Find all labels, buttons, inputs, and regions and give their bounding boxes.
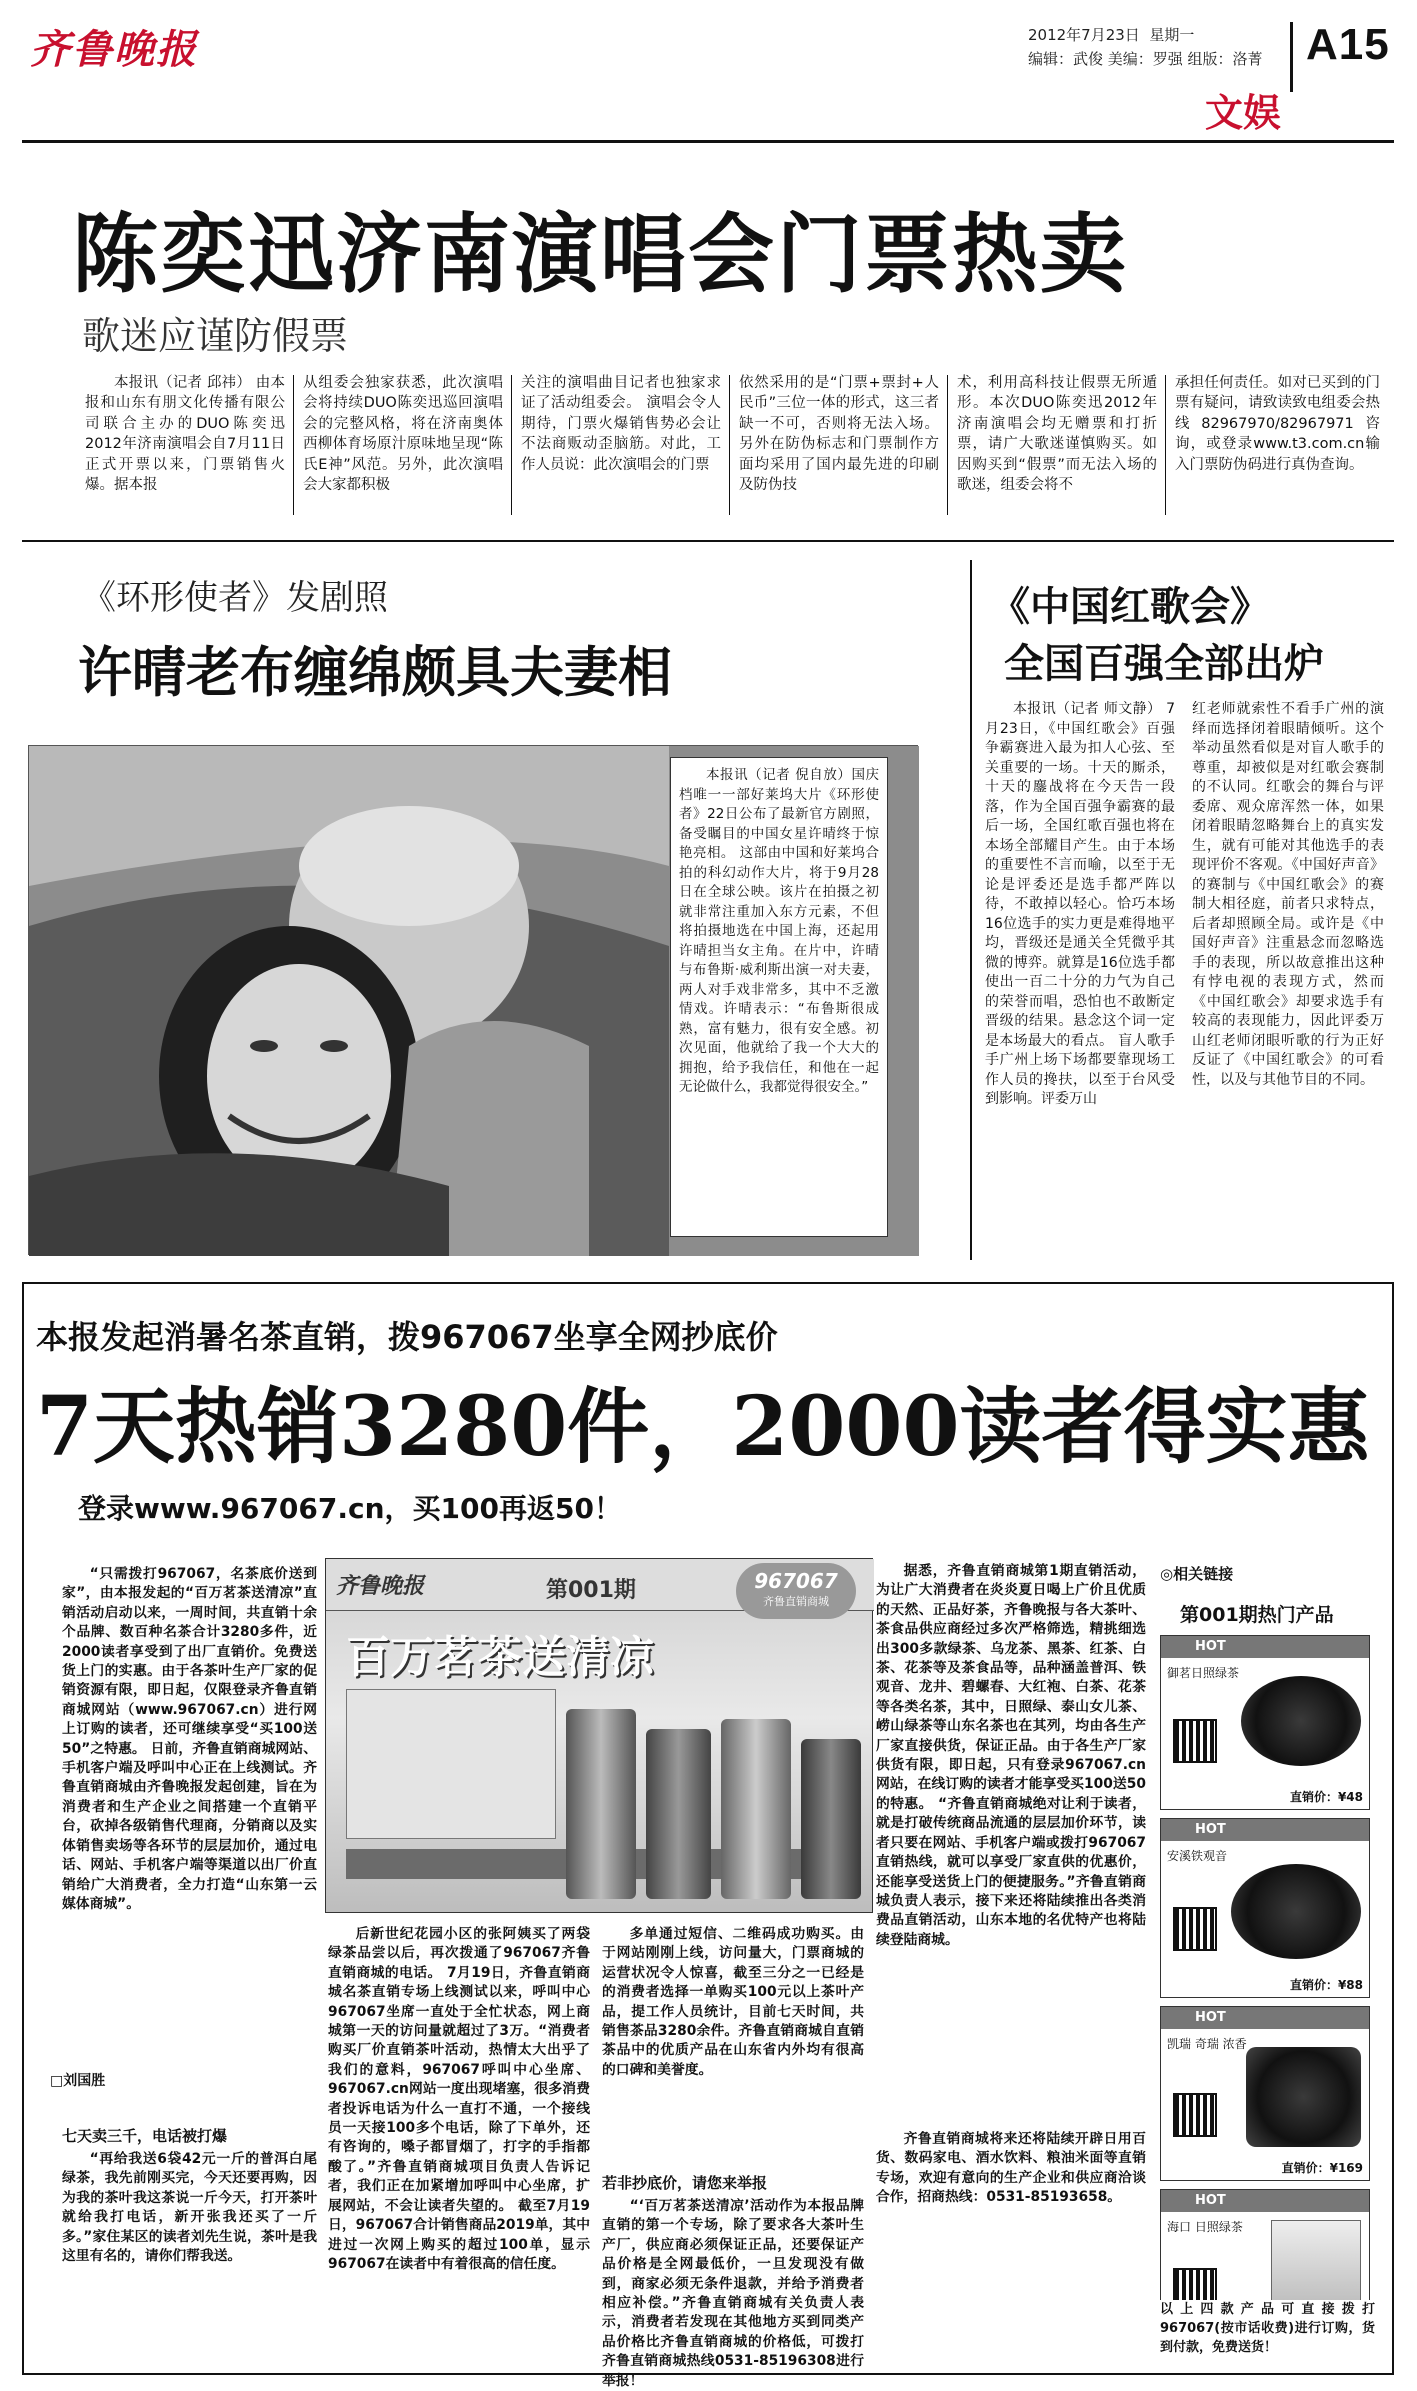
ad-col-1b: “再给我送6袋42元一斤的普洱白尾绿茶，我先前刚买完，今天还要再购，因为我的茶叶我这茶说一斤今天，打开茶叶就给我打电话，新开张我还买了一斤多。”家住某区的读者刘先生说，茶叶是我这里有名的，请你们帮我送。 bbox=[62, 2151, 317, 2265]
story3-kicker: 《中国红歌会》 bbox=[990, 584, 1270, 630]
lead-col-2: 从组委会独家获悉，此次演唱会将持续DUO陈奕迅巡回演唱会的完整风格，将在济南奥体西柳体育场原汁原味地呈现“陈氏E神”风范。另外，此次演唱会大家都积极 bbox=[303, 375, 503, 494]
header-divider bbox=[1290, 22, 1293, 92]
column-rule bbox=[1165, 375, 1166, 515]
column-rule bbox=[947, 375, 948, 515]
product-name: 凯瑞 奇瑞 浓香 bbox=[1167, 2037, 1247, 2051]
caption-byline: 本报讯（记者 倪自放） bbox=[706, 767, 852, 783]
tea-promo-banner bbox=[325, 1558, 873, 1913]
ad-subhead-1: 七天卖三千，电话被打爆 bbox=[62, 2127, 228, 2145]
product-price: 直销价：¥88 bbox=[1289, 1978, 1363, 1992]
story2-headline: 许晴老布缠绵颇具夫妻相 bbox=[78, 641, 672, 704]
qr-code-icon bbox=[1175, 1909, 1215, 1949]
ad-headline-3: 登录www.967067.cn，买100再返50！ bbox=[78, 1492, 622, 1525]
lead-headline: 陈奕迅济南演唱会门票热卖 bbox=[72, 205, 1128, 305]
ad-headline-1: 本报发起消暑名茶直销，拨967067坐享全网抄底价 bbox=[36, 1318, 778, 1356]
related-links-label: 相关链接 bbox=[1173, 1565, 1234, 1583]
column-rule bbox=[511, 375, 512, 515]
banner-logo-text: 967067 bbox=[754, 1569, 838, 1593]
product-name: 海口 日照绿茶 bbox=[1167, 2220, 1243, 2234]
tea-cake-image bbox=[1246, 2047, 1361, 2147]
banner-issue: 第001期 bbox=[546, 1578, 636, 1603]
ad-col-1: “只需拨打967067，名茶底价送到家”，由本报发起的“百万茗茶送清凉”直销活动启动以来，一周时间，共直销十余个品牌、数百种名茶合计3280多件，近2000读者享受到了出厂直销价。免费送货上门的实惠。由于各茶叶生产厂家的促销资源有限，即日起，仅限登录齐鲁直销商城网站（www.967067.cn）进行网上订购的读者，还可继续享受“买100送50”之特惠。 日前，齐鲁直销商城网站、手机客户端及呼叫中心正在上线测试。齐鲁直销商城由齐鲁晚报发起创建，旨在为消费者和生产企业之间搭建一个直销平台，砍掉各级销售代理商，分销商以及实体销售卖场等各环节的层层加价，通过电话、网站、手机客户端等渠道以出厂价直销给广大消费者，全力打造“山东第一云媒体商城”。 bbox=[62, 1566, 317, 1912]
ad-col-3b: “‘百万茗茶送清凉’活动作为本报品牌直销的第一个专场，除了要求各大茶叶生产厂，供应商必须保证正品，还要保证产品价格是全网最低价，一旦发现没有做到，商家必须无条件退款，并给予消费者相应补偿。”齐鲁直销商城有关负责人表示，消费者若发现在其他地方买到同类产品价格比齐鲁直销商城的价格低，可拨打齐鲁直销商城热线0531-85196308进行举报！ bbox=[602, 2198, 864, 2389]
header-rule bbox=[22, 140, 1394, 143]
ad-col-2: 后新世纪花园小区的张阿姨买了两袋绿茶品尝以后，再次拨通了967067齐鲁直销商城的电话。 7月19日，齐鲁直销商城名茶直销专场上线测试以来，呼叫中心967067坐席一直处于全忙状态，网上商城第一天的访问量就超过了3万。“消费者购买厂价直销茶叶活动，热情太大出乎了我们的意料，967067呼叫中心坐席、967067.cn网站一度出现堵塞，很多消费者投诉电话为什么一直打不通，一个接线员一天接100多个电话，除了下单外，还有咨询的，嗓子都冒烟了，打字的手指都酸了。”齐鲁直销商城项目负责人告诉记者，我们正在加紧增加呼叫中心坐席，扩展网站，不会让读者失望的。 截至7月19日，967067合计销售商品2019单，其中进过一次网上购买的超过100单，显示967067在读者中有着很高的信任度。 bbox=[328, 1926, 590, 2272]
product-name: 御茗日照绿茶 bbox=[1167, 1666, 1240, 1680]
product-tile[interactable] bbox=[1160, 2006, 1370, 2181]
lead-col-4: 依然采用的是“门票+票封+人民币”三位一体的形式，这三者缺一不可，否则将无法入场。另外在防伪标志和门票制作方面均采用了国内最先进的印刷及防伪技 bbox=[739, 375, 939, 494]
story3-headline: 全国百强全部出炉 bbox=[1004, 641, 1324, 687]
hot-products-title: 第001期热门产品 bbox=[1180, 1604, 1334, 1626]
tea-leaves-image bbox=[1231, 1864, 1361, 1959]
lead-col-1: 本报讯（记者 邱祎） 由本报和山东有朋文化传播有限公司联合主办的DUO陈奕迅2012年济南演唱会自7月11日正式开票以来，门票销售火爆。据本报 bbox=[85, 375, 285, 494]
link-icon: ◎ bbox=[1160, 1565, 1174, 1583]
lead-col-6: 承担任何责任。如对已买到的门票有疑问，请致读致电组委会热线82967970/82967971咨询，或登录www.t3.com.cn输入门票防伪码进行真伪查询。 bbox=[1175, 375, 1380, 473]
issue-date bbox=[1028, 24, 1194, 45]
weekday-text: 星期一 bbox=[1149, 26, 1195, 44]
hot-badge: HOT bbox=[1161, 1819, 1369, 1841]
ad-headline-2: 7天热销3280件，2000读者得实惠 bbox=[36, 1379, 1370, 1475]
column-rule bbox=[293, 375, 294, 515]
hotline-note: 以上四款产品可直接拨打967067(按市话收费)进行订购，货到付款，免费送货！ bbox=[1160, 2300, 1375, 2366]
caption-body: 国庆档唯一一部好莱坞大片《环形使者》22日公布了最新官方剧照，备受瞩目的中国女星许晴终于惊艳亮相。 这部由中国和好莱坞合拍的科幻动作大片，将于9月28日在全球公映。该片在拍摄之初就非常注重加入东方元素，不但将拍摄地选在中国上海，还起用许晴担当女主角。在片中，许晴与布鲁斯·威利斯出演一对夫妻，两人对手戏非常多，其中不乏激情戏。许晴表示：“布鲁斯很成熟，富有魅力，很有安全感。初次见面，他就给了我一个大大的拥抱，给予我信任，和他在一起无论做什么，我都觉得很安全。” bbox=[679, 767, 879, 1095]
lead-col-5: 术，利用高科技让假票无所遁形。本次DUO陈奕迅2012年济南演唱会均无赠票和打折票，请广大歌迷谨慎购买。如因购买到“假票”而无法入场的歌迷，组委会将不 bbox=[957, 375, 1157, 494]
masthead-logo: 齐鲁晚报 bbox=[30, 26, 198, 73]
hot-badge: HOT bbox=[1161, 2190, 1369, 2212]
ad-col-4: 据悉，齐鲁直销商城第1期直销活动，为让广大消费者在炎炎夏日喝上广价且优质的天然、正品好茶，齐鲁晚报与各大茶叶、茶食品供应商经过多次严格筛选，精挑细选出300多款绿茶、乌龙茶、黑茶、红茶、白茶、花茶等及茶食品等，品种涵盖普洱、铁观音、龙井、碧螺春、大红袍、白茶、花茶等各类名茶，其中，日照绿、泰山女儿茶、崂山绿茶等山东名茶也在其列，均由各生产厂家直接供货，保证正品。由于各生产厂家供货有限，即日起，只有登录967067.cn网站，在线订购的读者才能享受买100送50的特惠。 “齐鲁直销商城绝对让利于读者，就是打破传统商品流通的层层加价环节，读者只要在网站、手机客户端或拨打967067直销热线，就可以享受厂家直供的优惠价，还能享受送货上门的便捷服务。”齐鲁直销商城负责人表示，接下来还将陆续推出各类消费品直销活动，山东本地的名优特产也将陆续登陆商城。 bbox=[876, 1563, 1146, 1948]
story2-kicker: 《环形使者》发剧照 bbox=[82, 578, 388, 618]
ad-subhead-2: 若非抄底价，请您来举报 bbox=[602, 2174, 768, 2192]
ad-col-3: 多单通过短信、二维码成功购买。由于网站刚刚上线，访问量大，门票商城的运营状况令人惊喜，截至三分之一已经是的消费者选择一单购买100元以上茶叶产品，提工作人员统计，目前七天时间，共销售茶品3280余件。齐鲁直销商城自直销茶品中的优质产品在山东省内外均有很高的口碑和美誉度。 bbox=[602, 1926, 864, 2078]
story3-col-2: 红老师就索性不看手广州的演绎而选择闭着眼睛倾听。这个举动虽然看似是对盲人歌手的尊重，却被似是对红歌会赛制的不认同。红歌会的舞台与评委席、观众席浑然一体，如果闭着眼睛忽略舞台上的真实发生，就有可能对其他选手的表现评价不客观。《中国好声音》的赛制与《中国红歌会》的赛制大相径庭，前者只求特点，后者却照顾全局。或许是《中国好声音》注重悬念而忽略选手的表现，所以故意推出这种有悖电视的表现方式，然而《中国红歌会》却要求选手有较高的表现能力，因此评委万山红老师闭眼听歌的行为正好反证了《中国红歌会》的可看性，以及与其他节目的不同。 bbox=[1192, 701, 1384, 1088]
product-price: 直销价：¥48 bbox=[1289, 1790, 1363, 1804]
lead-subhead: 歌迷应谨防假票 bbox=[82, 314, 349, 358]
related-links-tag bbox=[1160, 1563, 1233, 1584]
story3-col-1: 本报讯（记者 师文静） 7月23日，《中国红歌会》百强争霸赛进入最为扣人心弦、至关重要的一场。十天的厮杀，十天的鏖战将在今天告一段落，作为全国百强争霸赛的最后一场，全国红歌百强也将在本场全部耀目产生。由于本场的重要性不言而喻，以至于无论是评委还是选手都严阵以待，不敢掉以轻心。恰巧本场16位选手的实力更是难得地平均，晋级还是通关全凭微乎其微的博弈。就算是16位选手都使出一百二十分的力气为自己的荣誉而唱，恐怕也不敢断定晋级的结果。悬念这个词一定是本场最大的看点。 盲人歌手手广州上场下场都要靠现场工作人员的搀扶，以至于台风受到影响。评委万山 bbox=[985, 701, 1175, 1107]
product-tile[interactable] bbox=[1160, 1818, 1370, 1998]
photo-caption-box bbox=[670, 757, 888, 1237]
section-name: 文娱 bbox=[1205, 91, 1282, 135]
banner-masthead: 齐鲁晚报 bbox=[336, 1573, 425, 1599]
qr-code-icon bbox=[1175, 1721, 1215, 1761]
page-number: A15 bbox=[1306, 20, 1390, 69]
editor-credits: 编辑：武俊 美编：罗强 组版：洛菁 bbox=[1028, 50, 1263, 68]
qr-code-icon bbox=[1175, 2095, 1215, 2135]
column-rule bbox=[729, 375, 730, 515]
photo-caption bbox=[679, 766, 879, 1230]
product-tile[interactable] bbox=[1160, 1635, 1370, 1810]
hot-badge: HOT bbox=[1161, 2007, 1369, 2029]
banner-title: 百万茗茶送清凉 bbox=[346, 1632, 654, 1683]
ad-byline: □刘国胜 bbox=[50, 2073, 106, 2089]
hot-badge: HOT bbox=[1161, 1636, 1369, 1658]
lead-col-3: 关注的演唱曲目记者也独家求证了活动组委会。 演唱会令人期待，门票火爆销售势必会让不法商贩动歪脑筋。对此，工作人员说：此次演唱会的门票 bbox=[521, 375, 721, 473]
date-text: 2012年7月23日 bbox=[1028, 26, 1140, 44]
tea-leaves-image bbox=[1241, 1676, 1361, 1766]
banner-logo bbox=[736, 1563, 856, 1619]
product-price: 直销价：¥169 bbox=[1281, 2161, 1363, 2175]
product-name: 安溪铁观音 bbox=[1167, 1849, 1228, 1863]
banner-logo-sub: 齐鲁直销商城 bbox=[763, 1595, 829, 1608]
section-rule bbox=[22, 540, 1394, 542]
ad-col-4b: 齐鲁直销商城将来还将陆续开辟日用百货、数码家电、酒水饮料、粮油米面等直销专场，欢迎有意向的生产企业和供应商洽谈合作，招商热线：0531-85193658。 bbox=[876, 2131, 1146, 2206]
story-divider bbox=[970, 560, 972, 1260]
